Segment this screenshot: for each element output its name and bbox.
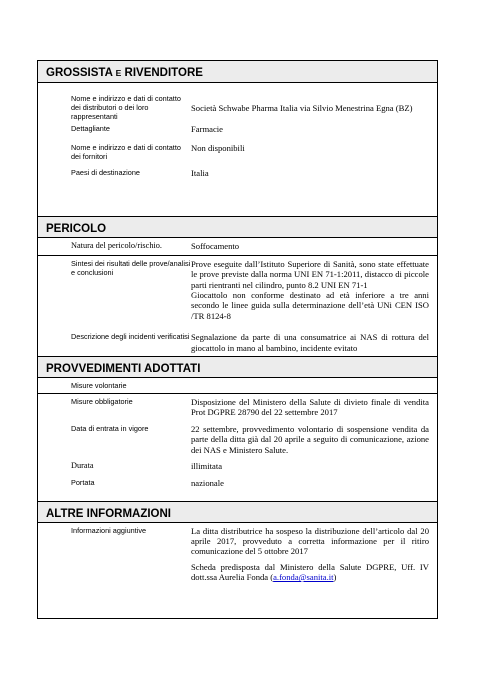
field-value: nazionale <box>191 477 224 488</box>
row-data-vigore <box>38 421 437 458</box>
field-label: Nome e indirizzo e dati di contatto dei fornitori <box>71 143 181 162</box>
field-value: Segnalazione da parte di una consumatrice ai NAS di rottura del giocattolo in mano al bambino, incidente evitato <box>191 332 429 353</box>
section-header-pericolo: PERICOLO <box>38 216 437 238</box>
info-paragraph-1: La ditta distributrice ha sospeso la distribuzione dell’articolo dal 20 aprile 2017, provveduto a corretta informazione per il ritiro comunicazione del 5 ottobre 2017 <box>191 525 429 557</box>
row-durata <box>38 458 437 474</box>
info-paragraph-2 <box>191 562 429 583</box>
field-label: Descrizione degli incidenti verificatisi <box>71 332 190 342</box>
row-volontarie <box>38 378 437 394</box>
section-title-small: E <box>115 68 122 78</box>
row-incidenti <box>38 324 437 356</box>
field-value: Disposizione del Ministero della Salute di divieto finale di vendita Prot DGPRE 28790 del 22 settembre 2017 <box>191 397 429 418</box>
field-label: Misure volontarie <box>71 381 127 391</box>
row-paesi <box>38 164 437 216</box>
field-label: Dettagliante <box>71 124 110 133</box>
field-label: Sintesi dei risultati delle prove/analisi e conclusioni <box>71 258 191 277</box>
section-header-provvedimenti: PROVVEDIMENTI ADOTTATI <box>38 356 437 378</box>
field-value: illimitata <box>191 461 223 472</box>
section-title-tail: RIVENDITORE <box>124 67 203 79</box>
row-sintesi <box>38 256 437 324</box>
field-value <box>191 256 437 324</box>
recall-sheet <box>37 60 438 619</box>
section-header-grossista <box>38 61 437 83</box>
row-obbligatorie <box>38 394 437 421</box>
email-link[interactable]: a.fonda@sanita.it <box>273 572 334 583</box>
field-label: Portata <box>71 477 95 487</box>
field-label: Natura del pericolo/rischio. <box>71 241 163 251</box>
field-label: Nome e indirizzo e dati di contatto dei distributori o dei loro rappresentanti <box>71 94 181 121</box>
field-value: Farmacie <box>191 124 223 134</box>
field-label: Paesi di destinazione <box>71 168 140 178</box>
row-portata <box>38 475 437 501</box>
field-value: Non disponibili <box>191 143 245 154</box>
field-value <box>191 523 437 618</box>
sintesi-paragraph-1: Prove eseguite dall’Istituto Superiore di Sanità, sono state effettuate le prove previste dalla norma UNI EN 71-1:2011, distacco di piccole parti rientranti nel cilindro, punto 8.2 UNI EN 71-1 <box>191 258 429 290</box>
field-value <box>191 378 437 393</box>
field-value: 22 settembre, provvedimento volontario di sospensione vendita da parte della ditta già dal 20 aprile a seguito di comunicazione, azione dei NAS e Ministero Salute. <box>191 423 429 455</box>
field-value: Società Schwabe Pharma Italia via Silvio Menestrina Egna (BZ) <box>191 103 413 113</box>
row-distributori <box>38 91 437 124</box>
field-label: Durata <box>71 461 94 471</box>
info-paragraph-2-text: Scheda predisposta dal Ministero della Salute DGPRE, Uff. IV dott.ssa Aurelia Fonda ( <box>191 561 429 583</box>
field-label: Data di entrata in vigore <box>71 423 149 433</box>
field-value: Italia <box>191 168 209 179</box>
field-value: Soffocamento <box>191 241 240 252</box>
row-info-aggiuntive <box>38 523 437 618</box>
field-label: Informazioni aggiuntive <box>71 525 147 535</box>
section-header-altre: ALTRE INFORMAZIONI <box>38 501 437 523</box>
row-dettagliante <box>38 124 437 137</box>
row-fornitori <box>38 137 437 164</box>
info-paragraph-2-end: ) <box>333 572 337 583</box>
field-label: Misure obbligatorie <box>71 397 133 407</box>
section-title-main: GROSSISTA <box>46 67 113 79</box>
row-natura <box>38 238 437 255</box>
sintesi-paragraph-2: Giocattolo non conforme destinato ad età inferiore a tre anni secondo le linee guida sulla determinazione dell’età UNi CEN ISO /TR 8124-8 <box>191 290 429 321</box>
